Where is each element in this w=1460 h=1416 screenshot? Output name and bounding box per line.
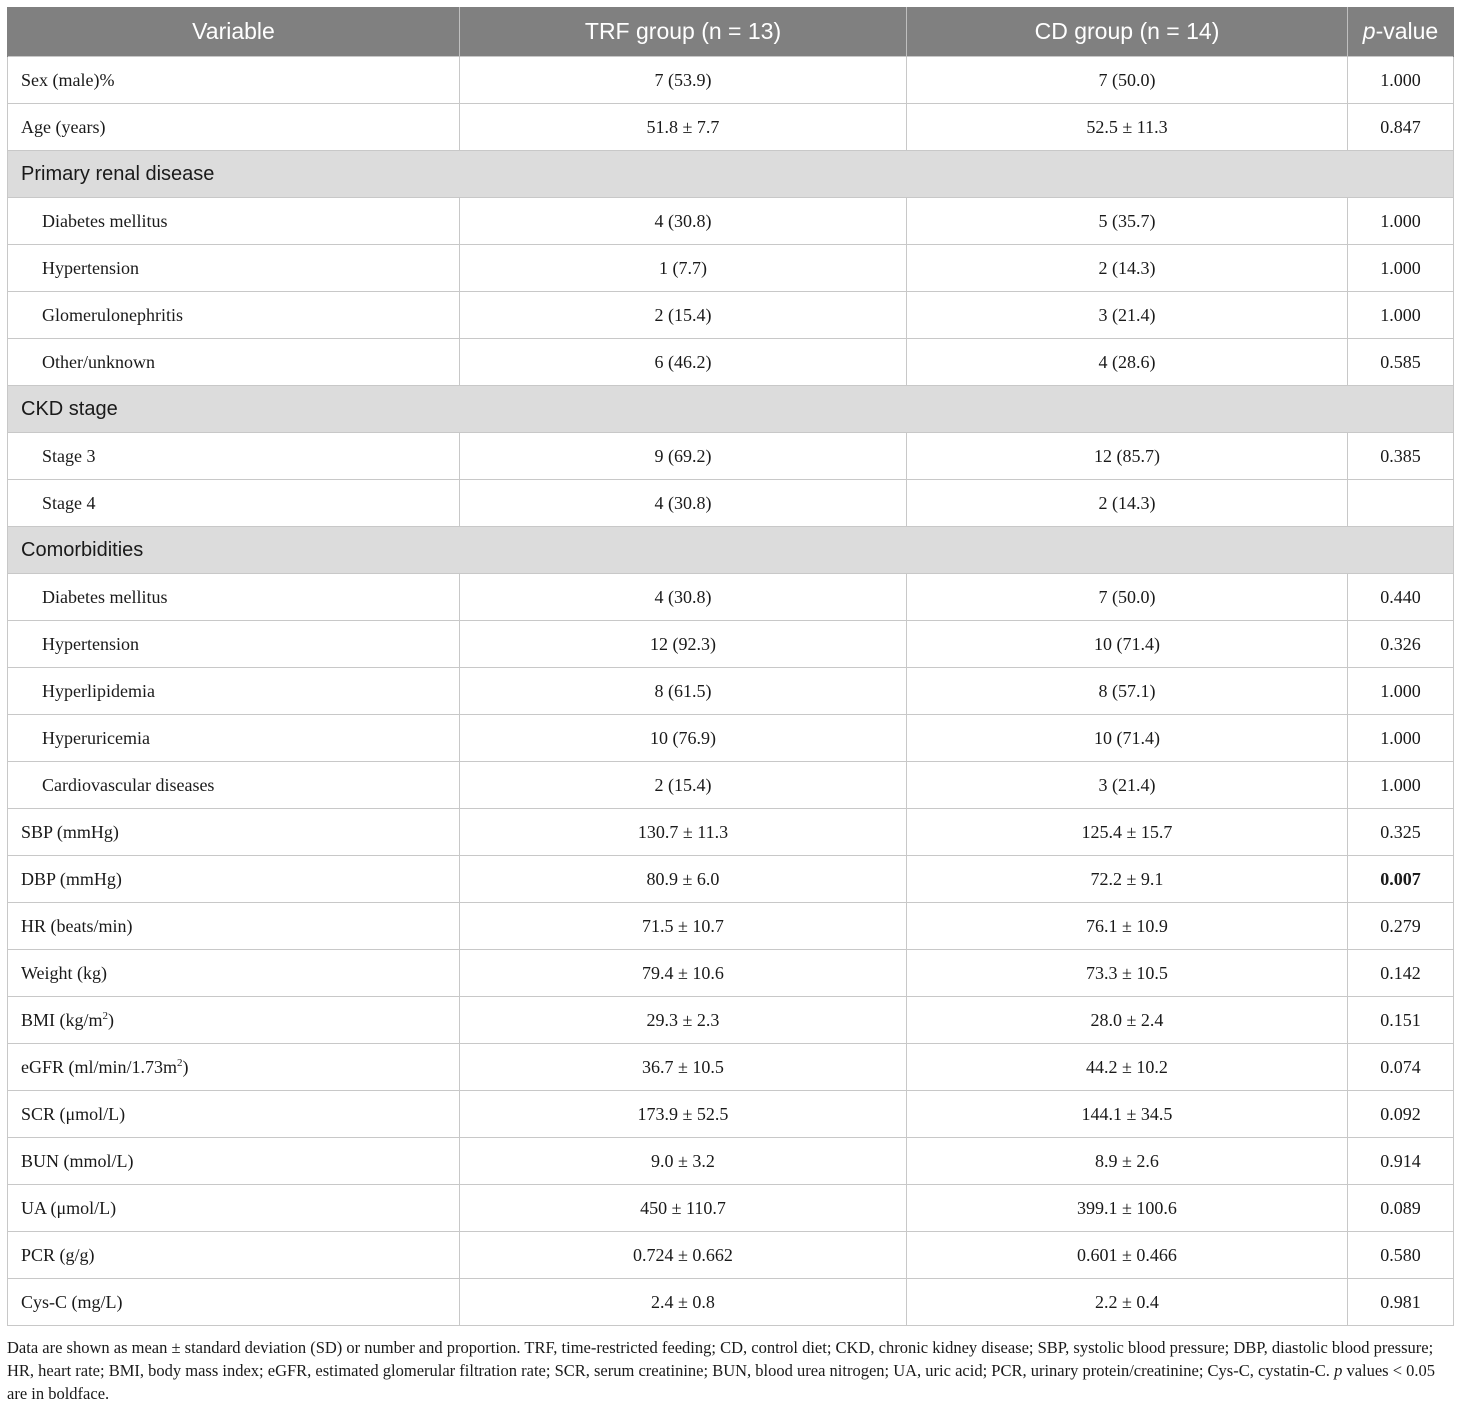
header-row bbox=[8, 7, 1454, 57]
cd-value: 399.1 ± 100.6 bbox=[907, 1185, 1348, 1232]
trf-value: 71.5 ± 10.7 bbox=[460, 903, 907, 950]
row-label-text: Diabetes mellitus bbox=[42, 586, 168, 607]
table-row bbox=[8, 1232, 1454, 1279]
table-row bbox=[8, 339, 1454, 386]
trf-value: 9.0 ± 3.2 bbox=[460, 1138, 907, 1185]
trf-value: 1 (7.7) bbox=[460, 245, 907, 292]
table-row bbox=[8, 433, 1454, 480]
p-value: 1.000 bbox=[1348, 762, 1454, 809]
p-value: 0.914 bbox=[1348, 1138, 1454, 1185]
row-label-text: BMI (kg/m bbox=[21, 1009, 103, 1030]
header-p-italic: p bbox=[1362, 18, 1376, 44]
cd-value: 3 (21.4) bbox=[907, 292, 1348, 339]
section-row bbox=[8, 527, 1454, 574]
row-label bbox=[8, 762, 460, 809]
table-footnote bbox=[7, 1336, 1453, 1405]
trf-value: 12 (92.3) bbox=[460, 621, 907, 668]
footnote-tail: values < 0.05 are in boldface. bbox=[7, 1361, 1436, 1403]
table-row bbox=[8, 809, 1454, 856]
cd-value: 125.4 ± 15.7 bbox=[907, 809, 1348, 856]
trf-value: 10 (76.9) bbox=[460, 715, 907, 762]
row-label bbox=[8, 997, 460, 1044]
row-label bbox=[8, 856, 460, 903]
row-label-text: Hypertension bbox=[42, 257, 139, 278]
p-value: 0.326 bbox=[1348, 621, 1454, 668]
row-label-text: Stage 4 bbox=[42, 492, 96, 513]
table-row bbox=[8, 856, 1454, 903]
table-container bbox=[7, 7, 1453, 1405]
trf-value: 2.4 ± 0.8 bbox=[460, 1279, 907, 1326]
row-label bbox=[8, 433, 460, 480]
row-label-text: eGFR (ml/min/1.73m bbox=[21, 1056, 178, 1077]
table-row bbox=[8, 1044, 1454, 1091]
cd-value: 72.2 ± 9.1 bbox=[907, 856, 1348, 903]
row-label bbox=[8, 950, 460, 997]
table-row bbox=[8, 621, 1454, 668]
cd-value: 28.0 ± 2.4 bbox=[907, 997, 1348, 1044]
cd-value: 52.5 ± 11.3 bbox=[907, 104, 1348, 151]
row-label-superscript: 2 bbox=[177, 1056, 183, 1069]
cd-value: 5 (35.7) bbox=[907, 198, 1348, 245]
row-label bbox=[8, 574, 460, 621]
table-row bbox=[8, 57, 1454, 104]
row-label-text: DBP (mmHg) bbox=[21, 868, 122, 889]
row-label-text: Sex (male)% bbox=[21, 69, 115, 90]
row-label-text: Cardiovascular diseases bbox=[42, 774, 215, 795]
header-variable: Variable bbox=[8, 7, 460, 57]
p-value: 0.847 bbox=[1348, 104, 1454, 151]
p-value bbox=[1348, 480, 1454, 527]
trf-value: 6 (46.2) bbox=[460, 339, 907, 386]
trf-value: 8 (61.5) bbox=[460, 668, 907, 715]
row-label-text: SBP (mmHg) bbox=[21, 821, 119, 842]
p-value: 1.000 bbox=[1348, 57, 1454, 104]
row-label bbox=[8, 1091, 460, 1138]
trf-value: 4 (30.8) bbox=[460, 198, 907, 245]
p-value: 0.580 bbox=[1348, 1232, 1454, 1279]
p-value: 0.007 bbox=[1348, 856, 1454, 903]
cd-value: 76.1 ± 10.9 bbox=[907, 903, 1348, 950]
table-row bbox=[8, 104, 1454, 151]
p-value: 1.000 bbox=[1348, 245, 1454, 292]
row-label-text: Hypertension bbox=[42, 633, 139, 654]
trf-value: 29.3 ± 2.3 bbox=[460, 997, 907, 1044]
trf-value: 4 (30.8) bbox=[460, 480, 907, 527]
row-label-tail: ) bbox=[108, 1009, 115, 1030]
table-row bbox=[8, 668, 1454, 715]
footnote-main: Data are shown as mean ± standard deviation (SD) or number and proportion. TRF, time-restricted feeding; CD, control diet; CKD, chronic kidney disease; SBP, systolic blood pressure; DBP, diastolic blood pressure; HR, heart rate; BMI, body mass index; eGFR, estimated glomerular filtration rate; SCR, serum creatinine; BUN, blood urea nitrogen; UA, uric acid; PCR, urinary protein/creatinine; Cys-C, cystatin-C. bbox=[7, 1338, 1434, 1380]
cd-value: 10 (71.4) bbox=[907, 621, 1348, 668]
section-row bbox=[8, 386, 1454, 433]
row-label bbox=[8, 809, 460, 856]
cd-value: 10 (71.4) bbox=[907, 715, 1348, 762]
table-row bbox=[8, 574, 1454, 621]
header-trf-group: TRF group (n = 13) bbox=[460, 7, 907, 57]
trf-value: 2 (15.4) bbox=[460, 762, 907, 809]
p-value: 1.000 bbox=[1348, 198, 1454, 245]
table-row bbox=[8, 1185, 1454, 1232]
trf-value: 36.7 ± 10.5 bbox=[460, 1044, 907, 1091]
row-label-text: UA (μmol/L) bbox=[21, 1197, 117, 1218]
table-row bbox=[8, 198, 1454, 245]
row-label bbox=[8, 1138, 460, 1185]
table-row bbox=[8, 1279, 1454, 1326]
row-label-text: HR (beats/min) bbox=[21, 915, 133, 936]
row-label-text: SCR (μmol/L) bbox=[21, 1103, 126, 1124]
table-row bbox=[8, 950, 1454, 997]
row-label-text: Hyperlipidemia bbox=[42, 680, 155, 701]
table-row bbox=[8, 292, 1454, 339]
p-value: 0.092 bbox=[1348, 1091, 1454, 1138]
trf-value: 450 ± 110.7 bbox=[460, 1185, 907, 1232]
trf-value: 173.9 ± 52.5 bbox=[460, 1091, 907, 1138]
table-row bbox=[8, 245, 1454, 292]
row-label bbox=[8, 104, 460, 151]
trf-value: 7 (53.9) bbox=[460, 57, 907, 104]
row-label bbox=[8, 668, 460, 715]
cd-value: 2 (14.3) bbox=[907, 245, 1348, 292]
p-value: 0.074 bbox=[1348, 1044, 1454, 1091]
trf-value: 0.724 ± 0.662 bbox=[460, 1232, 907, 1279]
table-row bbox=[8, 762, 1454, 809]
p-value: 0.585 bbox=[1348, 339, 1454, 386]
row-label bbox=[8, 339, 460, 386]
row-label bbox=[8, 245, 460, 292]
p-value: 0.279 bbox=[1348, 903, 1454, 950]
p-value: 1.000 bbox=[1348, 668, 1454, 715]
row-label-text: Age (years) bbox=[21, 116, 106, 137]
trf-value: 51.8 ± 7.7 bbox=[460, 104, 907, 151]
p-value: 1.000 bbox=[1348, 715, 1454, 762]
p-value: 0.089 bbox=[1348, 1185, 1454, 1232]
table-row bbox=[8, 997, 1454, 1044]
cd-value: 3 (21.4) bbox=[907, 762, 1348, 809]
p-value: 0.142 bbox=[1348, 950, 1454, 997]
row-label-text: Hyperuricemia bbox=[42, 727, 150, 748]
table-row bbox=[8, 903, 1454, 950]
row-label-text: Weight (kg) bbox=[21, 962, 108, 983]
row-label bbox=[8, 198, 460, 245]
table-row bbox=[8, 1138, 1454, 1185]
cd-value: 8.9 ± 2.6 bbox=[907, 1138, 1348, 1185]
row-label-text: BUN (mmol/L) bbox=[21, 1150, 134, 1171]
row-label-text: PCR (g/g) bbox=[21, 1244, 95, 1265]
row-label-text: Other/unknown bbox=[42, 351, 155, 372]
header-p-value bbox=[1348, 7, 1454, 57]
cd-value: 2 (14.3) bbox=[907, 480, 1348, 527]
p-value: 0.151 bbox=[1348, 997, 1454, 1044]
row-label-superscript: 2 bbox=[102, 1009, 109, 1022]
row-label-text: Glomerulonephritis bbox=[42, 304, 183, 325]
cd-value: 73.3 ± 10.5 bbox=[907, 950, 1348, 997]
table-row bbox=[8, 480, 1454, 527]
cd-value: 7 (50.0) bbox=[907, 57, 1348, 104]
p-value: 0.440 bbox=[1348, 574, 1454, 621]
trf-value: 2 (15.4) bbox=[460, 292, 907, 339]
row-label bbox=[8, 1279, 460, 1326]
p-value: 0.385 bbox=[1348, 433, 1454, 480]
cd-value: 144.1 ± 34.5 bbox=[907, 1091, 1348, 1138]
row-label-text: Diabetes mellitus bbox=[42, 210, 168, 231]
row-label bbox=[8, 292, 460, 339]
section-label: Primary renal disease bbox=[8, 151, 1454, 198]
table-body bbox=[8, 57, 1454, 1326]
row-label bbox=[8, 1044, 460, 1091]
trf-value: 9 (69.2) bbox=[460, 433, 907, 480]
section-label: CKD stage bbox=[8, 386, 1454, 433]
header-cd-group: CD group (n = 14) bbox=[907, 7, 1348, 57]
trf-value: 4 (30.8) bbox=[460, 574, 907, 621]
cd-value: 12 (85.7) bbox=[907, 433, 1348, 480]
row-label bbox=[8, 715, 460, 762]
section-label: Comorbidities bbox=[8, 527, 1454, 574]
trf-value: 130.7 ± 11.3 bbox=[460, 809, 907, 856]
cd-value: 44.2 ± 10.2 bbox=[907, 1044, 1348, 1091]
p-value: 0.325 bbox=[1348, 809, 1454, 856]
section-row bbox=[8, 151, 1454, 198]
row-label bbox=[8, 1232, 460, 1279]
footnote-p-italic: p bbox=[1334, 1361, 1343, 1380]
header-p-rest: -value bbox=[1375, 18, 1439, 44]
table-row bbox=[8, 1091, 1454, 1138]
row-label bbox=[8, 57, 460, 104]
row-label bbox=[8, 903, 460, 950]
row-label-text: Stage 3 bbox=[42, 445, 96, 466]
table-row bbox=[8, 715, 1454, 762]
p-value: 1.000 bbox=[1348, 292, 1454, 339]
cd-value: 0.601 ± 0.466 bbox=[907, 1232, 1348, 1279]
p-value: 0.981 bbox=[1348, 1279, 1454, 1326]
trf-value: 79.4 ± 10.6 bbox=[460, 950, 907, 997]
cd-value: 7 (50.0) bbox=[907, 574, 1348, 621]
cd-value: 8 (57.1) bbox=[907, 668, 1348, 715]
row-label bbox=[8, 621, 460, 668]
row-label-text: Cys-C (mg/L) bbox=[21, 1291, 123, 1312]
cd-value: 2.2 ± 0.4 bbox=[907, 1279, 1348, 1326]
baseline-characteristics-table bbox=[7, 7, 1454, 1326]
trf-value: 80.9 ± 6.0 bbox=[460, 856, 907, 903]
cd-value: 4 (28.6) bbox=[907, 339, 1348, 386]
row-label bbox=[8, 480, 460, 527]
row-label bbox=[8, 1185, 460, 1232]
row-label-tail: ) bbox=[182, 1056, 189, 1077]
